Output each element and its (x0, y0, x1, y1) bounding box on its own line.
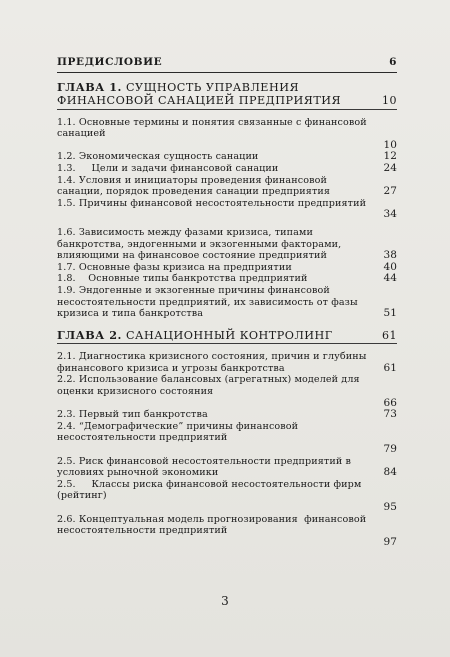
entry-title: 1.7. Основные фазы кризиса на предприятии (57, 261, 292, 273)
toc-preface (57, 57, 397, 69)
toc-entry (57, 409, 397, 421)
chapter-2-page: 61 (382, 328, 397, 342)
entry-title: 1.6. Зависимость между фазами кризиса, типами банкротства, эндогенными и экзогенными факторами, влияющими на финансовое состояние предприятий (57, 226, 342, 262)
toc-entry (57, 163, 397, 175)
chapter-2-title: САНАЦИОННЫЙ КОНТРОЛИНГ (125, 328, 333, 342)
chapter-1-number: ГЛАВА 1. (57, 79, 122, 94)
entry-title: 2.5. Риск финансовой несостоятельности предприятий в условиях рыночной экономики (57, 455, 351, 479)
toc-entry (57, 273, 397, 285)
entry-title: 2.3. Первый тип банкротства (57, 409, 208, 421)
toc-entry (57, 514, 397, 549)
toc-entry (57, 117, 397, 152)
entry-title: 1.2. Экономическая сущность санации (57, 151, 259, 163)
entry-title: 2.2. Использование балансовых (агрегатных) моделей для оценки кризисного состояния (57, 374, 360, 397)
toc-entry (57, 351, 397, 374)
entry-page: 66 (383, 396, 397, 409)
chapter-2-number: ГЛАВА 2. (57, 327, 122, 342)
divider (57, 72, 397, 73)
toc-chapter-2 (57, 329, 397, 343)
toc-entry (57, 262, 397, 274)
entry-title: 1.3. Цели и задачи финансовой санации (57, 162, 279, 174)
toc-entry (57, 456, 397, 479)
toc-entry (57, 285, 397, 320)
entry-title: 1.8. Основные типы банкротства предприятий (57, 273, 308, 285)
chapter-divider (57, 343, 397, 344)
toc-entry (57, 151, 397, 163)
entry-page: 61 (383, 361, 397, 374)
entry-page: 34 (383, 208, 397, 221)
toc-entry (57, 198, 397, 221)
entry-page: 73 (383, 408, 397, 421)
entry-title: 1.4. Условия и инициаторы проведения финансовой санации, порядок проведения санации предприятия (57, 174, 330, 198)
entry-page: 40 (383, 260, 397, 273)
entry-page: 95 (383, 500, 397, 513)
toc-entry (57, 421, 397, 456)
entry-page: 51 (383, 307, 397, 320)
entry-title: 1.9. Эндогенные и экзогенные причины финансовой несостоятельности предприятий, их зависимость от фазы кризиса и типа банкротства (57, 284, 358, 320)
entry-page: 10 (383, 138, 397, 151)
entry-page: 38 (383, 249, 397, 262)
entry-title: 2.4. “Демографические” причины финансовой несостоятельности предприятий (57, 420, 299, 444)
toc-entry (57, 479, 397, 514)
entry-title: 1.5. Причины финансовой несостоятельности предприятий (57, 197, 367, 209)
toc-chapter-1 (57, 81, 397, 108)
entry-page: 12 (383, 150, 397, 163)
chapter-divider (57, 109, 397, 110)
chapter-1-page: 10 (382, 94, 397, 108)
table-of-contents (57, 57, 397, 548)
toc-entry (57, 227, 397, 262)
entry-title: 2.6. Концептуальная модель прогнозирования финансовой несостоятельности предприятий (57, 513, 370, 537)
entry-title: 1.1. Основные термины и понятия связанные с финансовой санацией (57, 116, 367, 140)
entry-page: 79 (383, 442, 397, 455)
entry-page: 24 (383, 161, 397, 174)
entry-page: 44 (383, 272, 397, 285)
entry-title: 2.1. Диагностика кризисного состояния, причин и глубины финансового кризиса и угрозы банкротства (57, 351, 367, 374)
page-number: 3 (221, 594, 229, 608)
entry-title: 2.5. Классы риска финансовой несостоятельности фирм (рейтинг) (57, 478, 365, 502)
chapter-1-title: СУЩНОСТЬ УПРАВЛЕНИЯ ФИНАНСОВОЙ САНАЦИЕЙ ПРЕДПРИЯТИЯ (57, 80, 342, 108)
preface-title: ПРЕДИСЛОВИЕ (57, 56, 163, 68)
preface-page: 6 (389, 56, 397, 68)
entry-page: 97 (383, 535, 397, 548)
toc-entry (57, 374, 397, 409)
entry-page: 27 (383, 185, 397, 198)
toc-entry (57, 175, 397, 198)
entry-page: 84 (383, 466, 397, 479)
